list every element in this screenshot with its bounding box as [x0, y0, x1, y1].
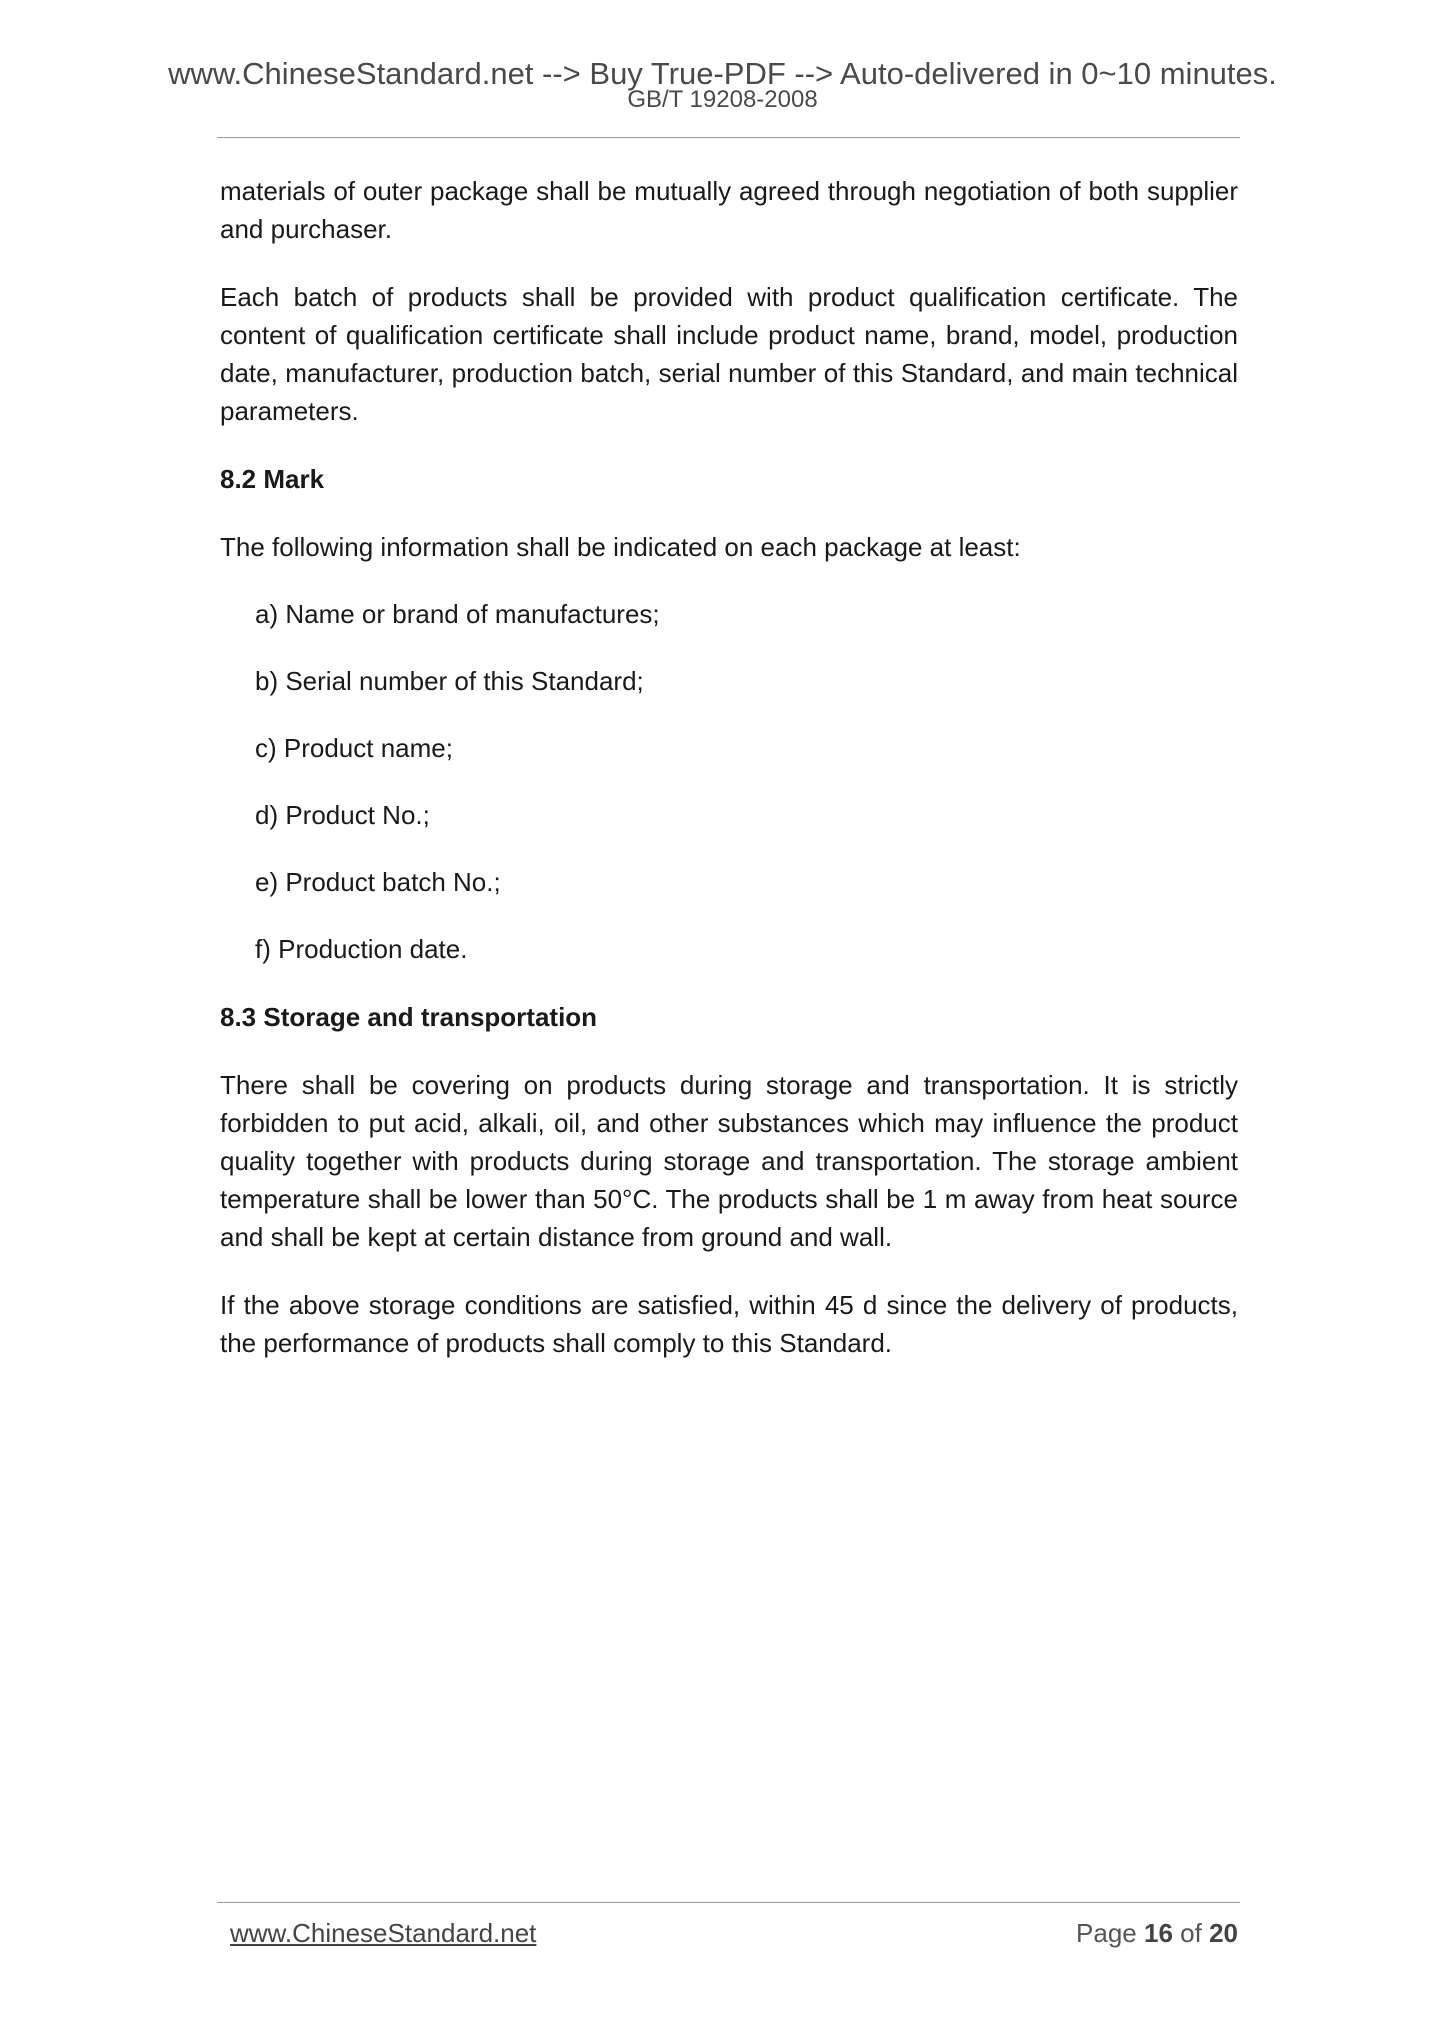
- site-banner: www.ChineseStandard.net --> Buy True-PDF --> Auto-delivered in 0~10 minutes.: [168, 56, 1277, 91]
- list-item: c) Product name;: [255, 733, 453, 763]
- page-total: 20: [1209, 1918, 1238, 1948]
- list-item: e) Product batch No.;: [255, 867, 501, 897]
- list-item: a) Name or brand of manufactures;: [255, 599, 660, 629]
- page-current: 16: [1144, 1918, 1173, 1948]
- list-item: d) Product No.;: [255, 800, 430, 830]
- paragraph-outer-package: materials of outer package shall be mutually agreed through negotiation of both supplier and purchaser.: [220, 176, 1238, 244]
- paragraph-performance: If the above storage conditions are satisfied, within 45 d since the delivery of products, the performance of products shall comply to this Standard.: [220, 1290, 1238, 1358]
- header-divider: [217, 137, 1240, 138]
- standard-code: GB/T 19208-2008: [627, 86, 818, 113]
- section-heading-8-2: 8.2 Mark: [220, 464, 325, 494]
- footer-site-link[interactable]: www.ChineseStandard.net: [230, 1918, 537, 1948]
- page-prefix: Page: [1076, 1918, 1137, 1948]
- page-number: [1076, 1920, 1238, 1946]
- document-body: [220, 172, 1238, 1362]
- list-item: b) Serial number of this Standard;: [255, 666, 644, 696]
- paragraph-storage: There shall be covering on products during storage and transportation. It is strictly forbidden to put acid, alkali, oil, and other substances which may influence the product quality together with products during storage and transportation. The storage ambient temperature shall be lower than 50°C. The products shall be 1 m away from heat source and shall be kept at certain distance from ground and wall.: [220, 1070, 1238, 1252]
- mark-intro: The following information shall be indicated on each package at least:: [220, 532, 1021, 562]
- section-heading-8-3: 8.3 Storage and transportation: [220, 1002, 598, 1032]
- list-item: f) Production date.: [255, 934, 468, 964]
- paragraph-certificate: Each batch of products shall be provided with product qualification certificate. The content of qualification certificate shall include product name, brand, model, production date, manufacturer, production batch, serial number of this Standard, and main technical parameters.: [220, 282, 1238, 426]
- footer-divider: [217, 1902, 1240, 1903]
- page-of: of: [1180, 1918, 1202, 1948]
